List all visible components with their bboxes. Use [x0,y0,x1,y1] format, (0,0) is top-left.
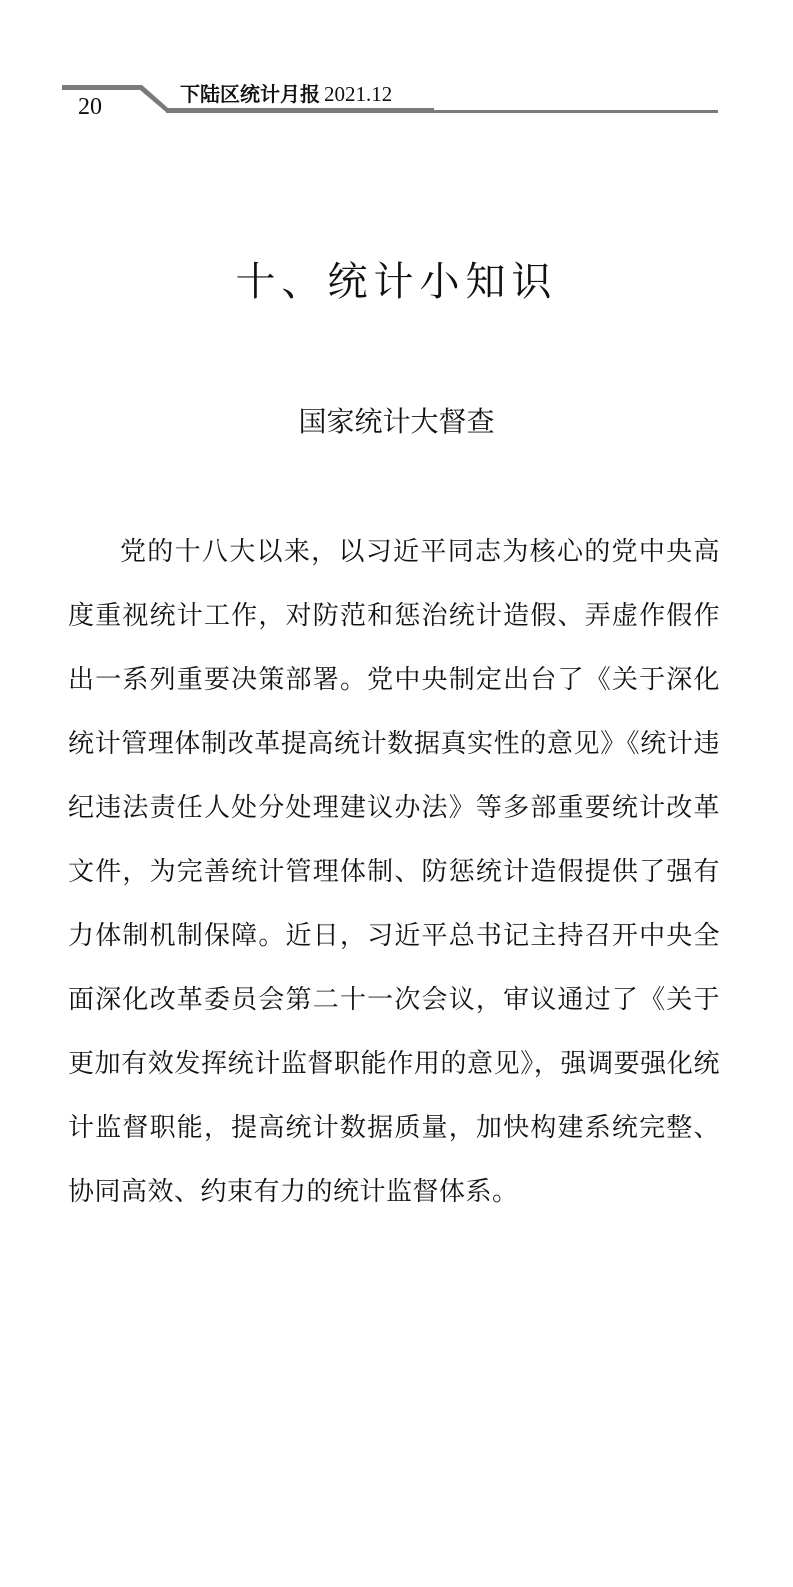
section-title: 十、统计小知识 [235,259,558,305]
header-rule [0,0,793,130]
publication-name: 下陆区统计月报 [180,82,320,106]
running-head [180,78,392,107]
article-title: 国家统计大督查 [298,405,495,438]
issue-date: 2021.12 [324,82,393,106]
body-paragraph: 党的十八大以来，以习近平同志为核心的党中央高度重视统计工作，对防范和惩治统计造假、弄虚作假作出一系列重要决策部署。党中央制定出台了《关于深化统计管理体制改革提高统计数据真实性的意见》《统计违纪违法责任人处分处理建议办法》等多部重要统计改革文件，为完善统计管理体制、防惩统计造假提供了强有力体制机制保障。近日，习近平总书记主持召开中央全面深化改革委员会第二十一次会议，审议通过了《关于更加有效发挥统计监督职能作用的意见》，强调要强化统计监督职能，提高统计数据质量，加快构建系统完整、协同高效、约束有力的统计监督体系。 [68,537,720,1207]
page-number: 20 [78,94,102,120]
